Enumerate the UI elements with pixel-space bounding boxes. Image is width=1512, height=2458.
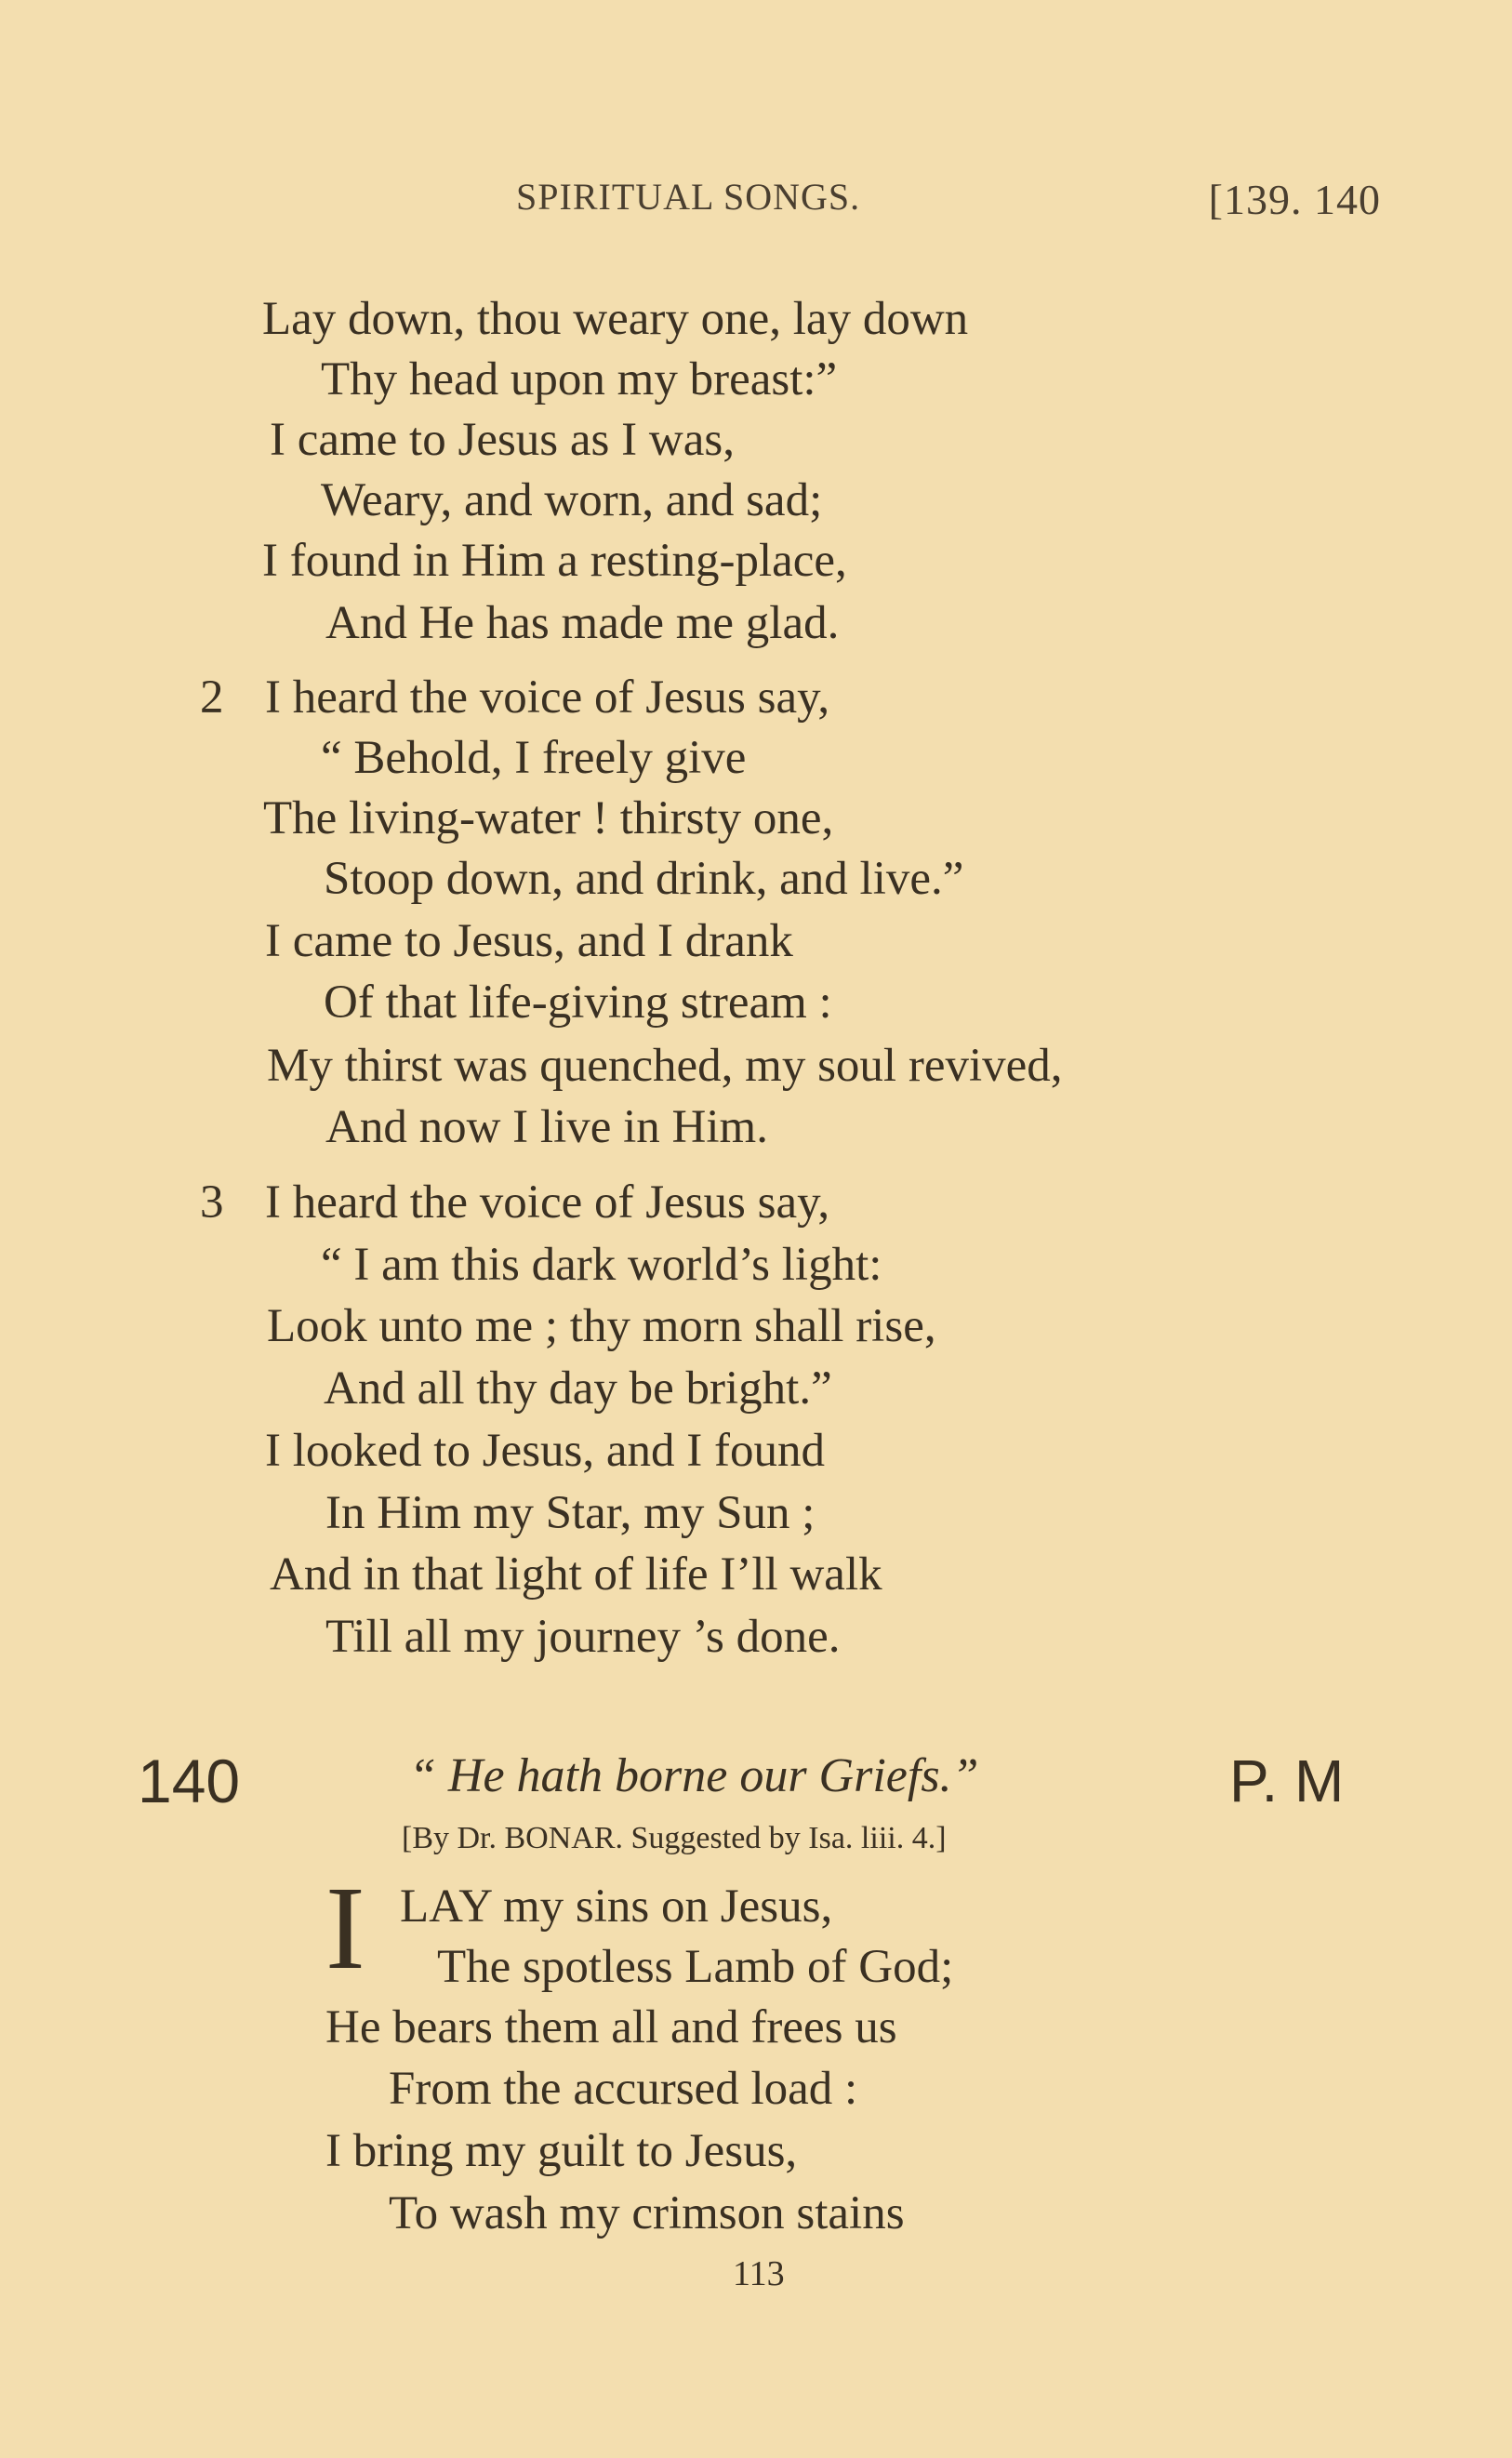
verse-line: LAY my sins on Jesus,	[400, 1880, 833, 1933]
verse-line: And all thy day be bright.”	[324, 1362, 832, 1415]
verse-line: Lay down, thou weary one, lay down	[262, 293, 969, 345]
verse-line: Weary, and worn, and sad;	[321, 474, 823, 526]
running-head-title: SPIRITUAL SONGS.	[516, 176, 861, 218]
verse-number: 3	[200, 1176, 224, 1229]
running-head-hymn-numbers: [139. 140	[1208, 176, 1381, 223]
verse-line: I looked to Jesus, and I found	[265, 1425, 825, 1477]
hymn-number: 140	[138, 1747, 241, 1815]
verse-line: Till all my journey ’s done.	[325, 1611, 841, 1663]
verse-line: My thirst was quenched, my soul revived,	[267, 1040, 1063, 1092]
verse-line: To wash my crimson stains	[389, 2187, 905, 2239]
verse-line: I bring my guilt to Jesus,	[325, 2125, 798, 2177]
verse-line: And now I live in Him.	[325, 1101, 768, 1153]
verse-line: From the accursed load :	[389, 2063, 858, 2115]
verse-number: 2	[200, 671, 224, 724]
verse-line: Stoop down, and drink, and live.”	[324, 853, 964, 905]
verse-line: The living-water ! thirsty one,	[263, 792, 834, 844]
verse-line: I came to Jesus, and I drank	[265, 915, 793, 967]
verse-line: In Him my Star, my Sun ;	[325, 1487, 816, 1539]
verse-line: “ Behold, I freely give	[321, 732, 747, 784]
verse-line: Of that life-giving stream :	[324, 977, 832, 1029]
verse-line: I came to Jesus as I was,	[270, 414, 735, 466]
verse-line: “ I am this dark world’s light:	[321, 1239, 882, 1291]
verse-line: He bears them all and frees us	[325, 2001, 897, 2053]
hymn-meter: P. M	[1229, 1747, 1345, 1814]
verse-line: I heard the voice of Jesus say,	[265, 1176, 830, 1229]
verse-line: Thy head upon my breast:”	[321, 353, 838, 405]
verse-line: I heard the voice of Jesus say,	[265, 671, 830, 724]
verse-line: The spotless Lamb of God;	[437, 1941, 954, 1993]
running-head	[516, 175, 1381, 231]
hymn-attribution: [By Dr. BONAR. Suggested by Isa. liii. 4.]	[402, 1821, 947, 1855]
verse-line: And in that light of life I’ll walk	[270, 1548, 882, 1601]
drop-cap: I	[325, 1862, 365, 1994]
verse-line: I found in Him a resting-place,	[262, 535, 847, 587]
verse-line: Look unto me ; thy morn shall rise,	[267, 1300, 936, 1352]
hymn-title: “ He hath borne our Griefs.”	[409, 1749, 979, 1802]
verse-line: And He has made me glad.	[325, 597, 840, 649]
page-number: 113	[733, 2254, 785, 2293]
